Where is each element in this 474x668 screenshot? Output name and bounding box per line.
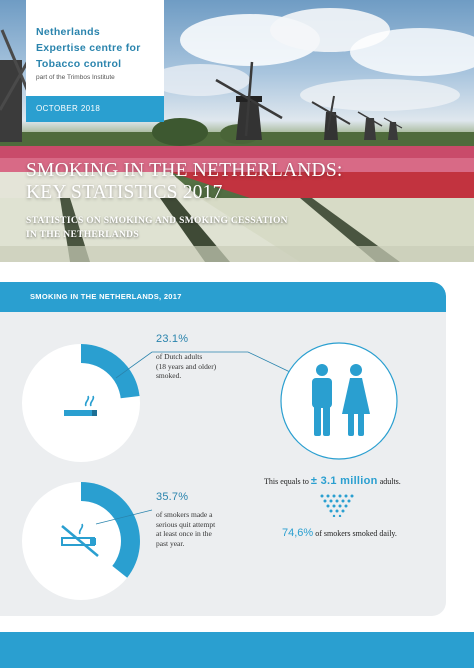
daily-smokers-line: [282, 527, 397, 539]
publication-date: OCTOBER 2018: [36, 104, 101, 113]
daily-smokers-value: 74,6%: [282, 527, 314, 539]
quit-attempt-description-line-1: of smokers made a: [156, 510, 213, 519]
quit-attempt-description: [156, 510, 266, 548]
quit-attempt-description-line-3: at least once in the: [156, 529, 212, 538]
smokers-description-line-3: smoked.: [156, 371, 182, 380]
org-name-line-1: Netherlands: [36, 26, 100, 38]
smokers-description-line-2: (18 years and older): [156, 361, 217, 371]
smokers-description-line-1: of Dutch adults: [156, 352, 203, 361]
adults-suffix: adults.: [379, 477, 401, 486]
org-parent-label: part of the Trimbos Institute: [36, 74, 115, 81]
page-title-line-1: SMOKING IN THE NETHERLANDS:: [26, 160, 343, 181]
section-title: SMOKING IN THE NETHERLANDS, 2017: [30, 292, 182, 301]
dotted-arrow-icon: [318, 493, 356, 517]
quit-attempt-description-line-4: past year.: [156, 538, 185, 548]
smokers-description: [156, 352, 266, 381]
footer-bar: [0, 632, 474, 668]
quit-attempt-percentage: 35.7%: [156, 491, 189, 503]
org-name-line-3: Tobacco control: [36, 58, 122, 70]
connector-line-2: [96, 510, 152, 524]
adults-total-line: [264, 475, 401, 487]
quit-attempt-description-line-2: serious quit attempt: [156, 519, 216, 529]
org-name-line-2: Expertise centre for: [36, 42, 141, 54]
page-subtitle-line-1: STATISTICS ON SMOKING AND SMOKING CESSATION: [26, 216, 288, 226]
smokers-percentage: 23.1%: [156, 333, 189, 345]
page-subtitle-line-2: IN THE NETHERLANDS: [26, 230, 139, 240]
adults-prefix: This equals to: [264, 477, 309, 486]
adults-people-circle: [280, 342, 398, 460]
adults-total-value: ± 3.1 million: [310, 475, 378, 487]
page-title-line-2: KEY STATISTICS 2017: [26, 182, 223, 203]
daily-smokers-text: of smokers smoked daily.: [315, 529, 397, 538]
